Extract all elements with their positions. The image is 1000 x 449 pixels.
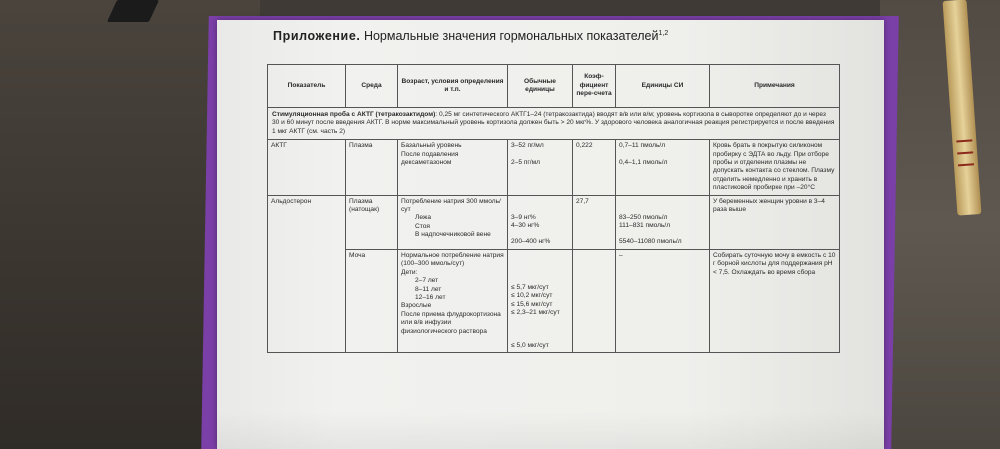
cell-notes: У беременных женщин уровни в 3–4 раза выше — [710, 195, 840, 249]
si-standing: 111–831 пмоль/л — [619, 222, 671, 230]
cond-adrenal-vein: В надпочечниковой вене — [415, 231, 491, 239]
cond-standing: Стоя — [415, 222, 430, 230]
header-notes: Примечания — [710, 65, 840, 108]
urine-value-1: ≤ 5,7 мкг/сут — [511, 283, 549, 291]
hormone-table — [267, 64, 840, 353]
cell-usual-units — [508, 140, 573, 195]
header-factor: Коэф-фициент пере-счета — [573, 65, 616, 108]
pencil-mark — [957, 151, 974, 160]
cond-adults: Взрослые — [401, 302, 432, 310]
title-footnote: 1,2 — [658, 29, 669, 37]
header-si-units: Единицы СИ — [616, 65, 710, 108]
page-title — [273, 29, 668, 43]
cell-notes: Собирать суточную мочу в емкость с 10 г борной кислоты для поддержания pH < 7,5. Охлаждать во время сбора — [710, 249, 840, 352]
table-header-row — [268, 65, 840, 108]
si-basal: 0,7–11 пмоль/л — [619, 142, 666, 150]
cond-age-2: 8–11 лет — [415, 285, 442, 293]
cond-sodium-intake: Потребление натрия 300 ммоль/сут — [401, 197, 501, 214]
header-usual-units: Обычные единицы — [508, 65, 573, 108]
cell-medium: Плазма — [346, 140, 398, 195]
table-row-aldosterone-plasma — [268, 195, 840, 249]
acth-stimulation-test-note — [268, 108, 840, 140]
cell-notes: Кровь брать в покрытую силиконом пробирку с ЭДТА во льду. При отборе пробы и отделении плазмы не допускать контакта со стеклом. Плазму отделить немедленно и хранить в пластиковой пробирке при –20°C — [710, 140, 840, 195]
cell-medium: Плазма (натощак) — [346, 195, 398, 249]
header-conditions: Возраст, условия определения и т.п. — [398, 65, 508, 108]
table-row-aldosterone-urine — [268, 249, 840, 352]
cell-conditions — [398, 249, 508, 352]
value-basal: 3–52 пг/мл — [511, 142, 544, 150]
table-row-acth — [268, 140, 840, 195]
page-shadow — [217, 411, 884, 449]
book-page — [217, 20, 884, 449]
cell-factor: 0,222 — [573, 140, 616, 195]
si-dexamethasone: 0,4–1,1 пмоль/л — [619, 158, 668, 166]
value-dexamethasone: 2–5 пг/мл — [511, 158, 541, 166]
cond-dexamethasone: После подавления дексаметазоном — [401, 150, 459, 167]
intro-bold: Стимуляционная проба с АКТГ (тетракозактидом) — [272, 111, 436, 118]
urine-value-4: ≤ 2,3–21 мкг/сут — [511, 309, 560, 317]
cell-indicator: Альдостерон — [268, 195, 346, 352]
cond-age-3: 12–16 лет — [415, 293, 446, 301]
si-adrenal: 5540–11080 пмоль/л — [619, 238, 682, 246]
cell-usual-units — [508, 195, 573, 249]
cell-si-units — [616, 195, 710, 249]
cond-children: Дети: — [401, 268, 418, 276]
value-lying: 3–9 нг% — [511, 213, 536, 221]
value-adrenal: 200–400 нг% — [511, 238, 551, 246]
title-text: Нормальные значения гормональных показателей — [363, 29, 659, 43]
urine-value-2: ≤ 10,2 мкг/сут — [511, 292, 553, 300]
cond-lying: Лежа — [415, 214, 431, 222]
header-indicator: Показатель — [268, 65, 346, 108]
cell-usual-units — [508, 249, 573, 352]
cell-conditions — [398, 195, 508, 249]
value-standing: 4–30 нг% — [511, 222, 540, 230]
si-lying: 83–250 пмоль/л — [619, 213, 668, 221]
cell-medium: Моча — [346, 249, 398, 352]
urine-value-3: ≤ 15,6 мкг/сут — [511, 300, 553, 308]
intro-text: : 0,25 мг синтетического АКТГ1–24 (тетракозактида) вводят в/в или в/м; уровень кортизола в сыворотке определяют до и через 30 и 60 минут после введения АКТГ. В норме максимальный уровень кортизола должен быть > 20 мкг%. У здорового человека аналогичная реакция регистрируется и после введения 1 мкг АКТГ (см. часть 2) — [272, 111, 835, 135]
cond-basal: Базальный уровень — [401, 142, 462, 150]
pencil-mark — [956, 139, 973, 148]
cell-factor: 27,7 — [573, 195, 616, 249]
cell-factor — [573, 249, 616, 352]
cell-indicator: АКТГ — [268, 140, 346, 195]
header-medium: Среда — [346, 65, 398, 108]
urine-value-5: ≤ 5,0 мкг/сут — [511, 341, 549, 349]
desk-background-right — [880, 0, 1000, 449]
cond-fludrocortisone: После приема флудрокортизона или в/в инфузии физиологического раствора — [401, 310, 501, 335]
cond-urine-sodium: Нормальное потребление натрия (100–300 ммоль/сут) — [401, 251, 504, 268]
pencil-mark — [958, 163, 975, 172]
table-intro-row — [268, 108, 840, 140]
title-prefix: Приложение. — [273, 29, 361, 43]
cond-age-1: 2–7 лет — [415, 277, 439, 285]
cell-si-units: – — [616, 249, 710, 352]
cell-conditions — [398, 140, 508, 195]
cell-si-units — [616, 140, 710, 195]
